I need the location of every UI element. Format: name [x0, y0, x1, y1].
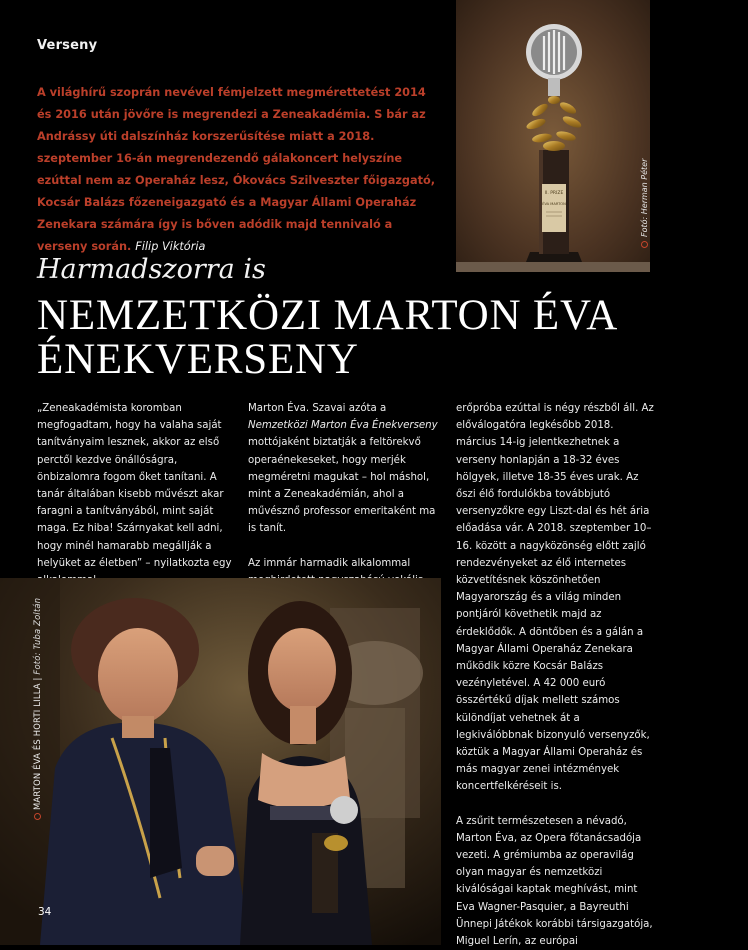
- page-title: [37, 294, 697, 382]
- text-column-3: [456, 400, 656, 950]
- competition-name: Nemzetközi Marton Éva Énekverseny: [248, 420, 438, 432]
- title-line-1: NEMZETKÖZI MARTON ÉVA: [37, 292, 619, 339]
- trophy-plaque-prize: II. PRIZE: [544, 191, 564, 196]
- column-3-paragraph-1: erőpróba ezúttal is négy részből áll. Az előválogatóra legkésőbb 2018. március 14-ig jelentkezhetnek a verseny honlapján a 18-32 éves hölgyek, illetve 18-35 éves urak. Az őszi élő fordulókba továbbjutó versenyzőkre egy Liszt-dal és hét ária előadása vár. A 2018. szeptember 10–16. között a nagyközönség előtt zajló rendezvényeket az élő internetes közvetítésnek köszönhetően Magyarország és a világ minden pontjáról követhetik majd az érdeklődők. A döntőben és a gálán a Magyar Állami Operaház Zenekara működik közre Kocsár Balázs vezényletével. A 42 000 euró összértékű díjak mellett számos különdíjat vehetnek át a legkiválóbbnak bizonyuló versenyzők, köztük a Magyar Állami Operaház és más magyar zenei intézmények koncertfelkéréseit is.: [456, 403, 654, 793]
- lead-text: A világhírű szoprán nevével fémjelzett megmérettetést 2014 és 2016 után jövőre is megrendezi a Zeneakadémia. S bár az Andrássy úti dalszínház korszerűsítése miatt a 2018. szeptember 16-án megrendezendő gálakoncert helyszíne ezúttal nem az Operaház lesz, Ókovács Szilveszter főigazgató, Kocsár Balázs főzeneigazgató és a Magyar Állami Operaház Zenekara számára így is bőven adódik majd tennivaló a verseny során.: [37, 86, 436, 253]
- column-3-paragraph-2: A zsűrit természetesen a névadó, Marton Éva, az Opera főtanácsadója vezeti. A grémiumba az operavilág olyan magyar és nemzetközi kiválóságai kaptak meghívást, mint Eva Wagner-Pasquier, a Bayreuthi Ünnepi Játékok korábbi társigazgatója, Miguel Lerín, az európai: [456, 815, 653, 948]
- trophy-photo-credit: Fotó: Herman Péter: [640, 128, 652, 248]
- caption-dot-icon: [34, 813, 41, 820]
- page-number: 34: [38, 906, 52, 918]
- text-column-2: [248, 400, 446, 589]
- kicker: Harmadszorra is: [37, 254, 266, 285]
- trophy-plaque-name: ÉVA MARTON: [542, 202, 566, 206]
- lead-paragraph: [37, 82, 439, 258]
- column-1-paragraph: „Zeneakadémista koromban megfogadtam, hogy ha valaha saját tanítványaim lesznek, akkor az első perctől kezdve önállóságra, önbizalomra fogom őket tanítani. A tanár általában kisebb művészt akar faragni a tanítványából, mint saját maga. Ez hiba! Szárnyakat kell adni, hogy minél hamarabb megállják a helyüket az életben” – nyilatkozta egy: [37, 403, 232, 569]
- column-2-paragraph-2: Az immár harmadik alkalommal: [248, 557, 411, 569]
- portrait-photo: [0, 578, 441, 945]
- title-line-2: ÉNEKVERSENY: [37, 336, 359, 383]
- photo-caption: MARTON ÉVA ÉS HORTI LILLA | Fotó: Tuba Zoltán: [32, 580, 46, 820]
- column-2-paragraph-1: Marton Éva. Szavai azóta a Nemzetközi Marton Éva Énekverseny mottójaként biztatják a feltörekvő operaénekeseket, hogy merjék megméretni magukat – hol máshol, mint a Zeneakadémián, ahol a művésznő professor emeritaként ma is tanít.: [248, 403, 438, 535]
- lead-author: Filip Viktória: [135, 240, 206, 253]
- text-column-1: [37, 400, 235, 589]
- photo-caption-text: MARTON ÉVA ÉS HORTI LILLA: [32, 683, 42, 810]
- caption-dot-icon: [641, 241, 648, 248]
- section-label: Verseny: [37, 38, 98, 53]
- trophy-photo: [456, 0, 650, 272]
- photo-credit: Fotó: Tuba Zoltán: [32, 597, 42, 675]
